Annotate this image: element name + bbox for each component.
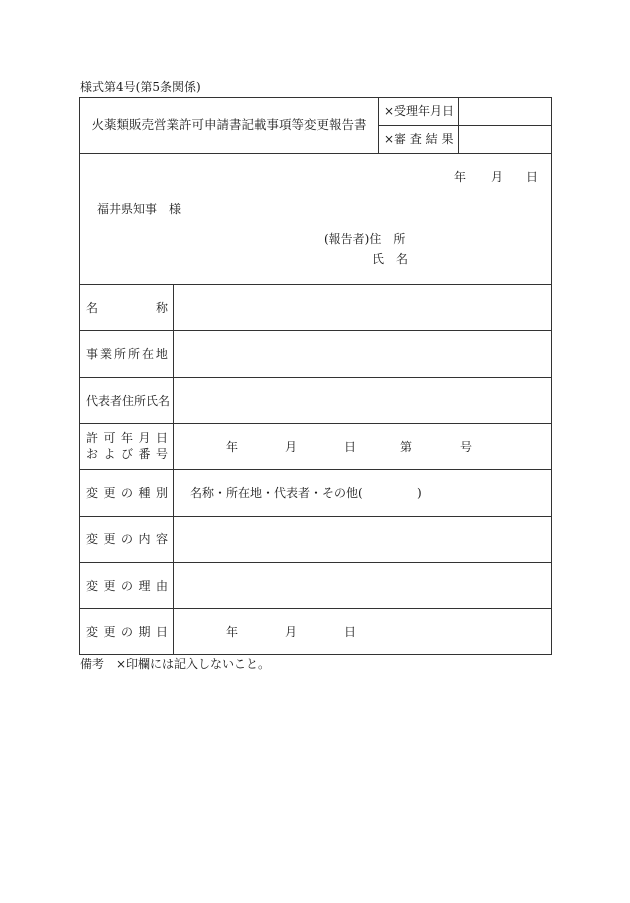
addressee: 福井県知事 様	[97, 202, 182, 216]
reporter-address-label: (報告者)住 所	[324, 232, 406, 246]
change-date-year: 年	[226, 625, 239, 639]
change-date-month: 月	[285, 625, 298, 639]
report-date-year: 年	[454, 170, 467, 184]
permit-number-prefix: 第	[400, 440, 413, 454]
form-number: 様式第4号(第5条関係)	[80, 80, 201, 94]
permit-day: 日	[344, 440, 357, 454]
office-location-label: 事 業 所 所 在 地	[86, 347, 168, 361]
review-result-field[interactable]	[459, 126, 551, 153]
change-reason-label: 変 更 の 理 由	[86, 579, 168, 593]
permit-year: 年	[226, 440, 239, 454]
report-form	[79, 97, 552, 655]
receipt-date-label: ×受理年月日	[384, 104, 455, 118]
change-type-options: 名称・所在地・代表者・その他(	[190, 486, 363, 500]
reporter-name-field[interactable]	[410, 248, 540, 268]
permit-date-number-field[interactable]	[174, 424, 551, 469]
representative-label: 代表者住所氏名	[86, 394, 171, 408]
change-type-close-paren: )	[417, 486, 422, 500]
reporter-address-field[interactable]	[410, 228, 540, 248]
permit-month: 月	[285, 440, 298, 454]
change-date-field[interactable]	[174, 609, 551, 654]
change-reason-field[interactable]	[174, 563, 551, 608]
report-date-day: 日	[526, 170, 539, 184]
divider	[80, 153, 551, 154]
change-date-day: 日	[344, 625, 357, 639]
representative-field[interactable]	[174, 378, 551, 423]
permit-label-line2: お よ び 番 号	[86, 447, 168, 461]
change-content-field[interactable]	[174, 517, 551, 562]
office-location-field[interactable]	[174, 331, 551, 377]
report-date-month: 月	[491, 170, 504, 184]
reporter-name-label: 氏 名	[372, 252, 409, 266]
receipt-date-field[interactable]	[459, 98, 551, 125]
permit-number-suffix: 号	[460, 440, 473, 454]
divider	[80, 469, 551, 470]
change-type-other-field[interactable]	[367, 482, 415, 502]
form-title: 火薬類販売営業許可申請書記載事項等変更報告書	[91, 117, 367, 132]
name-label: 名 称	[86, 301, 168, 315]
change-date-label: 変 更 の 期 日	[86, 625, 168, 639]
permit-label-line1: 許 可 年 月 日	[86, 431, 168, 445]
change-content-label: 変 更 の 内 容	[86, 532, 168, 546]
change-type-label: 変 更 の 種 別	[86, 486, 168, 500]
name-field[interactable]	[174, 285, 551, 330]
review-result-label: ×審 査 結 果	[384, 132, 454, 146]
remarks-note: 備考 ×印欄には記入しないこと。	[80, 657, 271, 671]
